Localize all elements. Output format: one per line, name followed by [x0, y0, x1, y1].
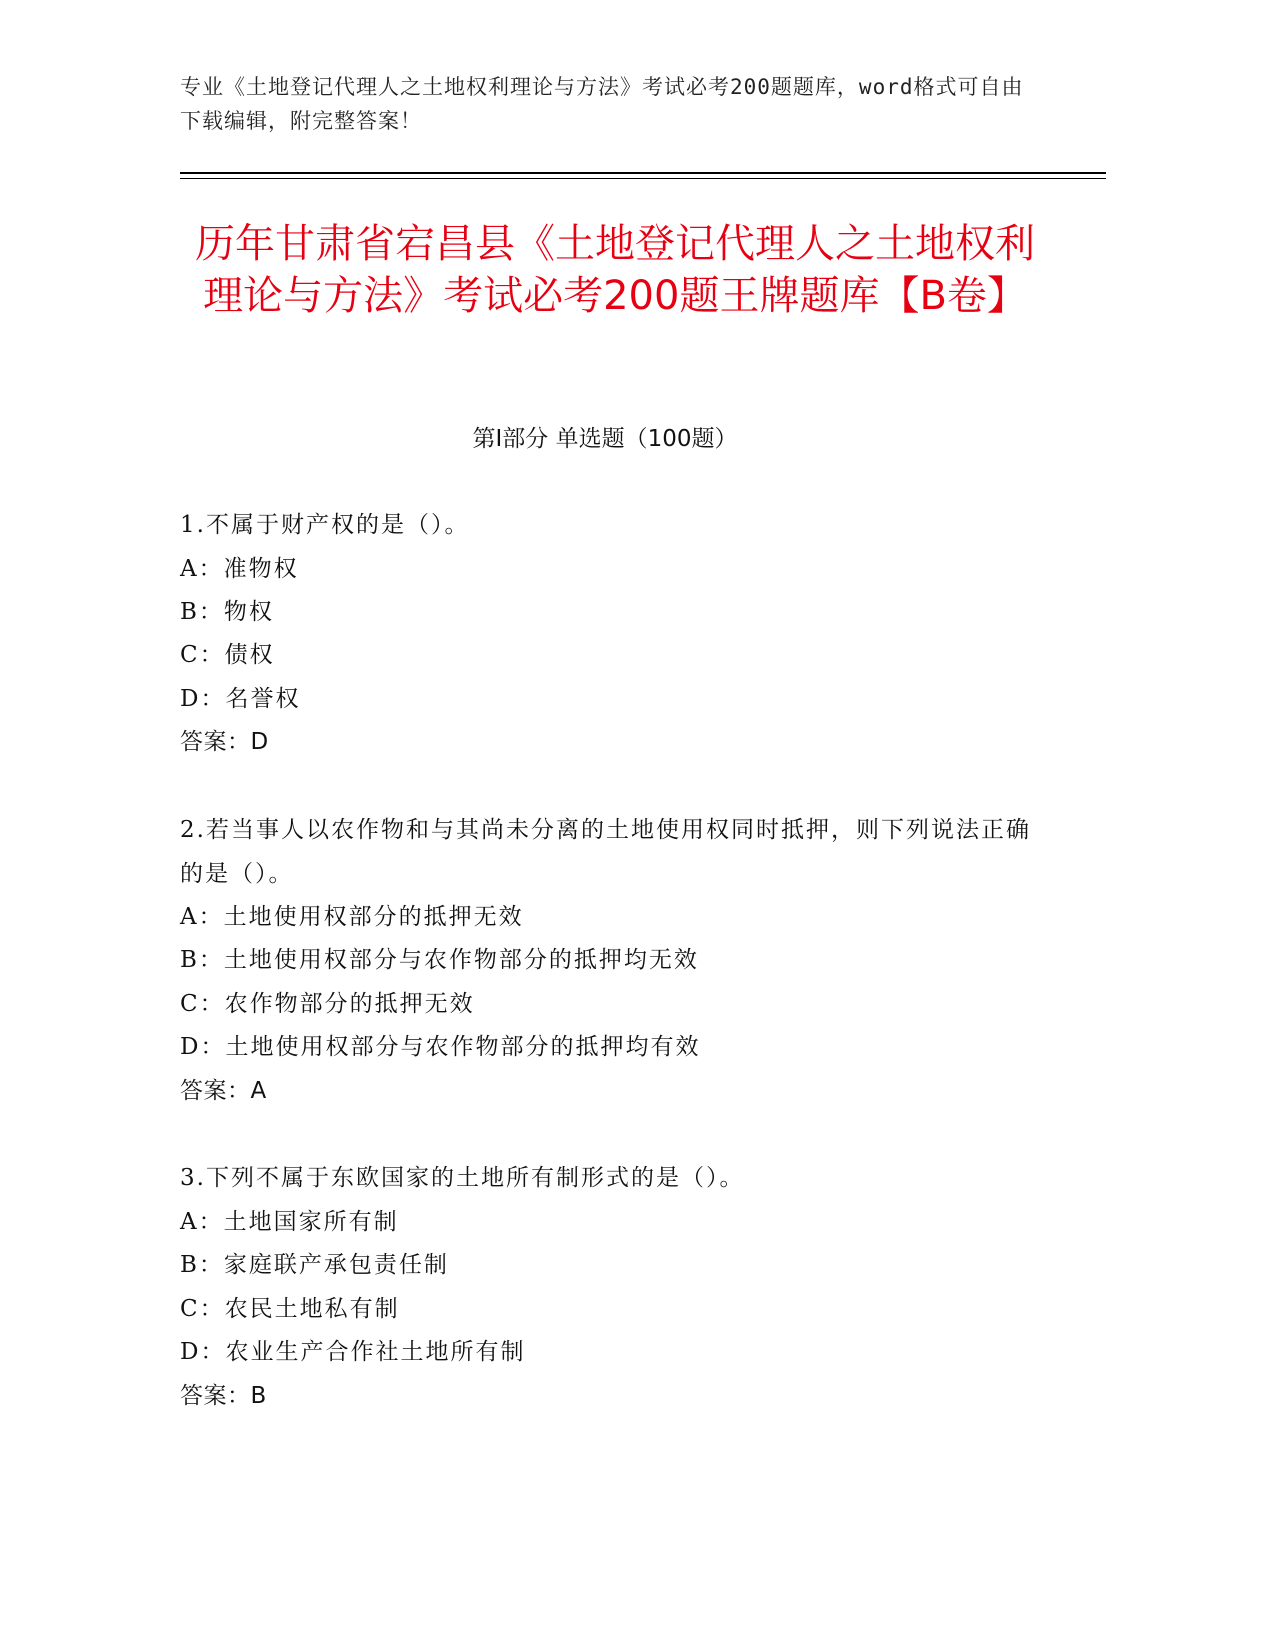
header-divider-thin — [180, 178, 1106, 179]
option-c: C：农作物部分的抵押无效 — [180, 991, 475, 1017]
option-a: A：准物权 — [180, 556, 299, 582]
option-a: A：土地使用权部分的抵押无效 — [180, 904, 524, 930]
question-stem: 1.不属于财产权的是（）。 — [180, 512, 470, 538]
option-c: C：农民土地私有制 — [180, 1296, 400, 1322]
option-d: D：土地使用权部分与农作物部分的抵押均有效 — [180, 1034, 701, 1060]
answer: 答案：A — [180, 1078, 267, 1104]
section-heading: 第I部分 单选题（100题） — [472, 426, 738, 452]
question-stem: 2.若当事人以农作物和与其尚未分离的土地使用权同时抵押，则下列说法正确的是（）。 — [180, 817, 1031, 887]
option-b: B：土地使用权部分与农作物部分的抵押均无效 — [180, 947, 699, 973]
header-note: 专业《土地登记代理人之土地权利理论与方法》考试必考200题题库，word格式可自由下载编辑，附完整答案！ — [180, 75, 1024, 133]
option-d: D：名誉权 — [180, 686, 301, 712]
option-b: B：家庭联产承包责任制 — [180, 1252, 449, 1278]
answer: 答案：D — [180, 729, 269, 755]
answer: 答案：B — [180, 1383, 267, 1409]
option-c: C：债权 — [180, 642, 275, 668]
question-stem: 3.下列不属于东欧国家的土地所有制形式的是（）。 — [180, 1165, 745, 1191]
option-d: D：农业生产合作社土地所有制 — [180, 1339, 526, 1365]
document-title: 历年甘肃省宕昌县《土地登记代理人之土地权利理论与方法》考试必考200题王牌题库【B卷】 — [195, 221, 1035, 319]
option-b: B：物权 — [180, 599, 274, 625]
option-a: A：土地国家所有制 — [180, 1209, 399, 1235]
header-divider — [180, 172, 1106, 174]
